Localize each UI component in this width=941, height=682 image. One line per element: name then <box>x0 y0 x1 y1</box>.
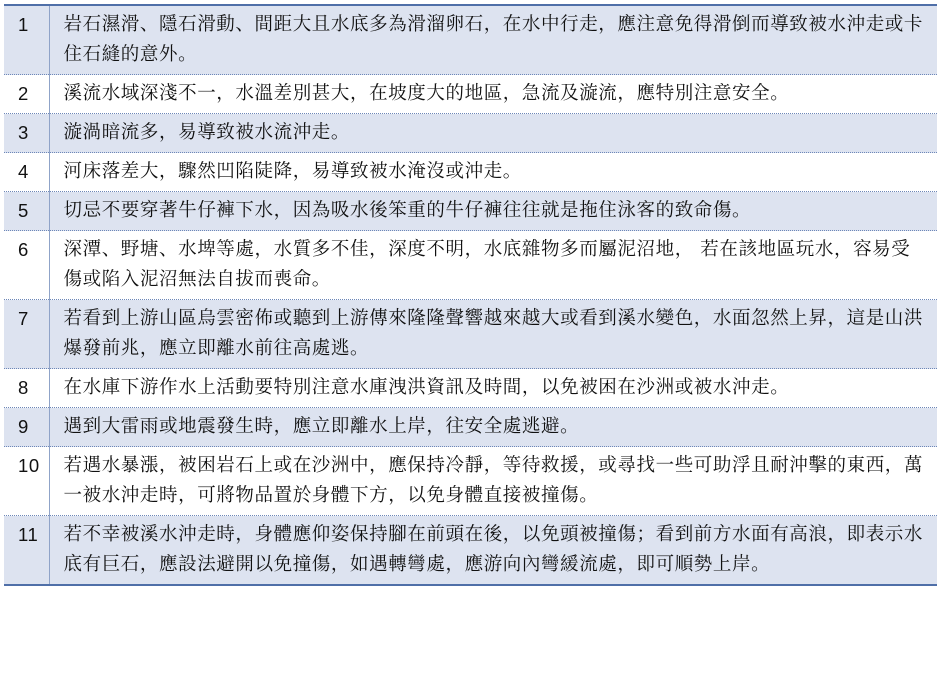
row-text: 遇到大雷雨或地震發生時，應立即離水上岸，往安全處逃避。 <box>49 408 937 447</box>
water-safety-table <box>4 4 937 586</box>
row-text: 切忌不要穿著牛仔褲下水，因為吸水後笨重的牛仔褲往往就是拖住泳客的致命傷。 <box>49 192 937 231</box>
row-number: 7 <box>4 300 49 369</box>
row-number: 10 <box>4 447 49 516</box>
row-number: 1 <box>4 5 49 75</box>
row-number: 3 <box>4 114 49 153</box>
row-text: 若看到上游山區烏雲密佈或聽到上游傳來隆隆聲響越來越大或看到溪水變色，水面忽然上昇，這是山洪爆發前兆，應立即離水前往高處逃。 <box>49 300 937 369</box>
row-text: 岩石濕滑、隱石滑動、間距大且水底多為滑溜卵石，在水中行走，應注意免得滑倒而導致被水沖走或卡住石縫的意外。 <box>49 5 937 75</box>
row-number: 2 <box>4 75 49 114</box>
table-row <box>4 114 937 153</box>
table-row <box>4 153 937 192</box>
table-row <box>4 447 937 516</box>
row-number: 6 <box>4 231 49 300</box>
row-text: 若遇水暴漲，被困岩石上或在沙洲中，應保持冷靜，等待救援，或尋找一些可助浮且耐沖擊的東西，萬一被水沖走時，可將物品置於身體下方，以免身體直接被撞傷。 <box>49 447 937 516</box>
table-row <box>4 75 937 114</box>
row-number: 4 <box>4 153 49 192</box>
row-text: 河床落差大，驟然凹陷陡降，易導致被水淹沒或沖走。 <box>49 153 937 192</box>
row-text: 在水庫下游作水上活動要特別注意水庫洩洪資訊及時間，以免被困在沙洲或被水沖走。 <box>49 369 937 408</box>
row-number: 5 <box>4 192 49 231</box>
table-row <box>4 5 937 75</box>
table-row <box>4 231 937 300</box>
table-row <box>4 300 937 369</box>
table-row <box>4 369 937 408</box>
row-text: 深潭、野塘、水埤等處，水質多不佳，深度不明，水底雜物多而屬泥沼地， 若在該地區玩水，容易受傷或陷入泥沼無法自拔而喪命。 <box>49 231 937 300</box>
table-row <box>4 516 937 586</box>
row-text: 若不幸被溪水沖走時，身體應仰姿保持腳在前頭在後，以免頭被撞傷；看到前方水面有高浪，即表示水底有巨石，應設法避開以免撞傷，如遇轉彎處，應游向內彎緩流處，即可順勢上岸。 <box>49 516 937 586</box>
row-text: 溪流水域深淺不一，水溫差別甚大，在坡度大的地區，急流及漩流，應特別注意安全。 <box>49 75 937 114</box>
row-text: 漩渦暗流多，易導致被水流沖走。 <box>49 114 937 153</box>
row-number: 9 <box>4 408 49 447</box>
table-row <box>4 192 937 231</box>
table-row <box>4 408 937 447</box>
row-number: 8 <box>4 369 49 408</box>
row-number: 11 <box>4 516 49 586</box>
